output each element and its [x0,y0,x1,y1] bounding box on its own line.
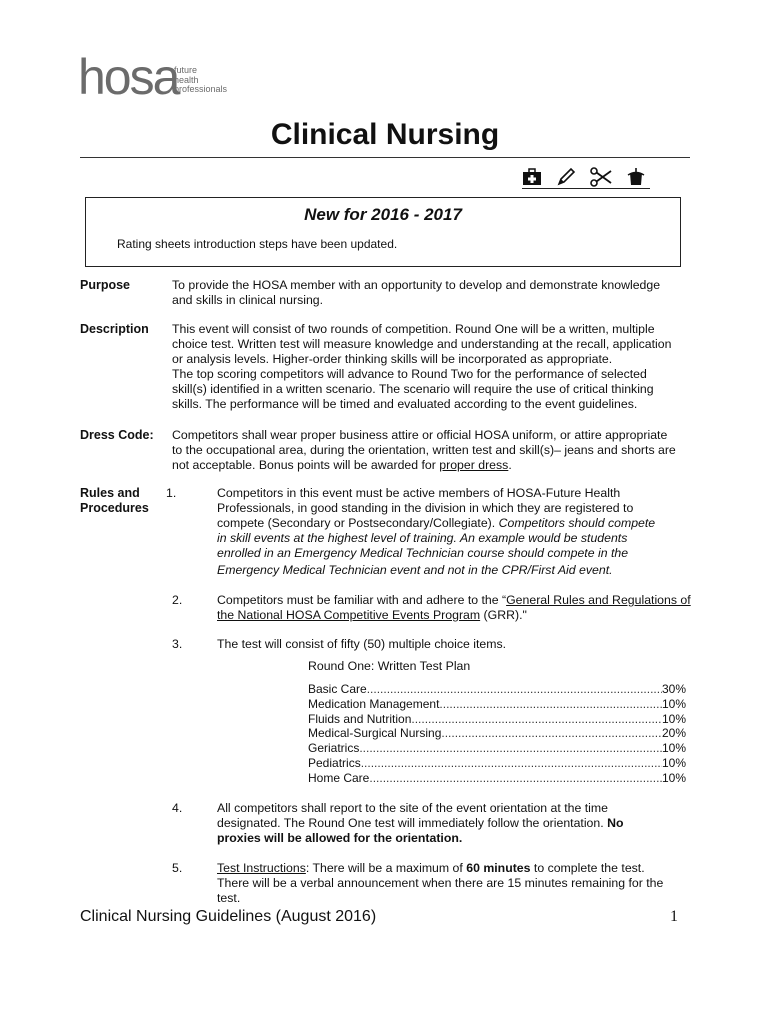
beaker-icon [626,167,646,187]
footer-title: Clinical Nursing Guidelines (August 2016) [80,908,377,925]
text-span: not acceptable. Bonus points will be awarded for [172,458,440,472]
purpose-label: Purpose [80,278,131,292]
hosa-logo [78,49,238,105]
test-plan-row [308,697,686,712]
dress-code-label: Dress Code: [80,428,154,442]
purpose-text [172,278,692,308]
dress-code-text [172,428,692,473]
test-plan-row [308,682,686,697]
text-line: There will be a verbal announcement when there are 15 minutes remaining for the [217,876,664,890]
leader-dots [369,771,662,786]
rules-label-line: Procedures [80,501,149,515]
plan-percent: 20% [661,726,686,741]
text-span: designated. The Round One test will immediately follow the orientation. [217,816,608,830]
event-icons [522,166,650,188]
text-line [217,516,692,531]
text-line: Professionals, in good standing in the division in which they are registered to [217,501,634,515]
rules-label-line: Rules and [80,486,140,500]
text-line: Emergency Medical Technician event and not in the CPR/First Aid event. [217,563,613,577]
text-line [217,593,692,608]
medical-kit-icon [522,168,542,186]
plan-percent: 30% [661,682,686,696]
grr-link[interactable]: General Rules and Regulations of [506,593,691,607]
plan-percent: 10% [661,711,686,726]
text-line: Competitors in this event must be active members of HOSA-Future Health [217,486,621,500]
text-line: skill(s) identified in a written scenario. The scenario will require the use of critical thinking [172,382,654,396]
text-line: This event will consist of two rounds of competition. Round One will be a written, multiple [172,322,655,336]
logo-line: professionals [174,84,228,94]
text-span: Competitors should compete [498,516,656,530]
rule-item-4 [217,801,692,846]
title-divider [80,157,690,158]
rule-item-2 [217,593,692,623]
text-span: No [607,816,624,830]
rules-label [80,486,149,516]
plan-topic: Pediatrics [308,755,361,770]
item-number: 1. [166,486,177,500]
new-note: Rating sheets introduction steps have been updated. [117,237,398,251]
text-span: . [508,458,512,472]
new-for-year-box [85,197,681,267]
leader-dots [411,712,662,727]
text-line: to the occupational area, during the orientation, written test and skill(s)– jeans and shorts are [172,443,676,457]
test-plan-row [308,712,686,727]
text-line [172,458,692,473]
item-number: 4. [172,801,183,815]
grr-link[interactable]: the National HOSA Competitive Events Program [217,608,481,622]
text-line: test. [217,891,241,905]
test-plan-row [308,726,686,741]
item-number: 5. [172,861,183,875]
text-line: Competitors shall wear proper business attire or official HOSA uniform, or attire appropriate [172,428,668,442]
leader-dots [439,697,662,712]
plan-topic: Home Care [308,770,370,785]
item-number: 3. [172,637,183,651]
description-label: Description [80,322,149,336]
text-line: proxies will be allowed for the orientation. [217,831,463,845]
text-span: compete (Secondary or Postsecondary/Collegiate). [217,516,499,530]
page-title: Clinical Nursing [270,118,500,151]
leader-dots [361,756,662,771]
text-span: 60 minutes [466,861,531,875]
plan-percent: 10% [661,755,686,770]
plan-topic: Fluids and Nutrition [308,711,412,726]
icons-divider [522,188,650,189]
scissors-icon [590,167,612,187]
test-plan-row [308,756,686,771]
text-line: and skills in clinical nursing. [172,293,324,307]
text-line: in skill events at the highest level of training. An example would be students [217,531,628,545]
logo-wordmark: hosa [78,49,179,105]
plan-percent: 10% [661,770,686,785]
text-span: to complete the test. [530,861,645,875]
proper-dress-link[interactable]: proper dress [439,458,509,472]
text-line [217,608,692,623]
plan-topic: Medication Management [308,696,440,711]
text-span: (GRR)." [480,608,527,622]
leader-dots [367,682,662,697]
logo-line: future [174,65,198,75]
pencil-icon [556,167,576,187]
text-span: : There will be a maximum of [305,861,467,875]
text-line: skills. The performance will be timed and evaluated according to the event guidelines. [172,397,638,411]
plan-percent: 10% [661,741,686,756]
text-line: choice test. Written test will measure knowledge and understanding at the recall, application [172,337,672,351]
rule-item-3: The test will consist of fifty (50) multiple choice items. [217,637,507,651]
test-instructions-link[interactable]: Test Instructions [217,861,306,875]
item-number: 2. [172,593,183,607]
logo-line: health [174,74,199,85]
text-line [217,816,692,831]
plan-topic: Geriatrics [308,741,360,756]
test-plan-row [308,771,686,786]
rule-item-5 [217,861,692,906]
rule-item-1 [217,486,692,578]
new-heading: New for 2016 - 2017 [304,205,462,224]
text-line: To provide the HOSA member with an opportunity to develop and demonstrate knowledge [172,278,661,292]
text-line: All competitors shall report to the site of the event orientation at the time [217,801,608,815]
leader-dots [441,726,662,741]
text-line: The top scoring competitors will advance to Round Two for the performance of selected [172,367,647,381]
test-plan-title: Round One: Written Test Plan [308,659,471,673]
text-line: enrolled in an Emergency Medical Technician course should compete in the [217,546,629,560]
test-plan-row [308,741,686,756]
text-line: or analysis levels. Higher-order thinking skills will be incorporated as appropriate. [172,352,613,366]
leader-dots [359,741,662,756]
logo-tagline [174,66,227,95]
page-number: 1 [670,908,678,925]
text-span: Competitors must be familiar with and adhere to the “ [217,593,507,607]
plan-topic: Medical-Surgical Nursing [308,726,442,741]
plan-percent: 10% [661,696,686,711]
plan-topic: Basic Care [308,682,367,696]
description-text [172,322,692,412]
text-line [217,861,692,876]
test-plan-list [308,682,686,786]
